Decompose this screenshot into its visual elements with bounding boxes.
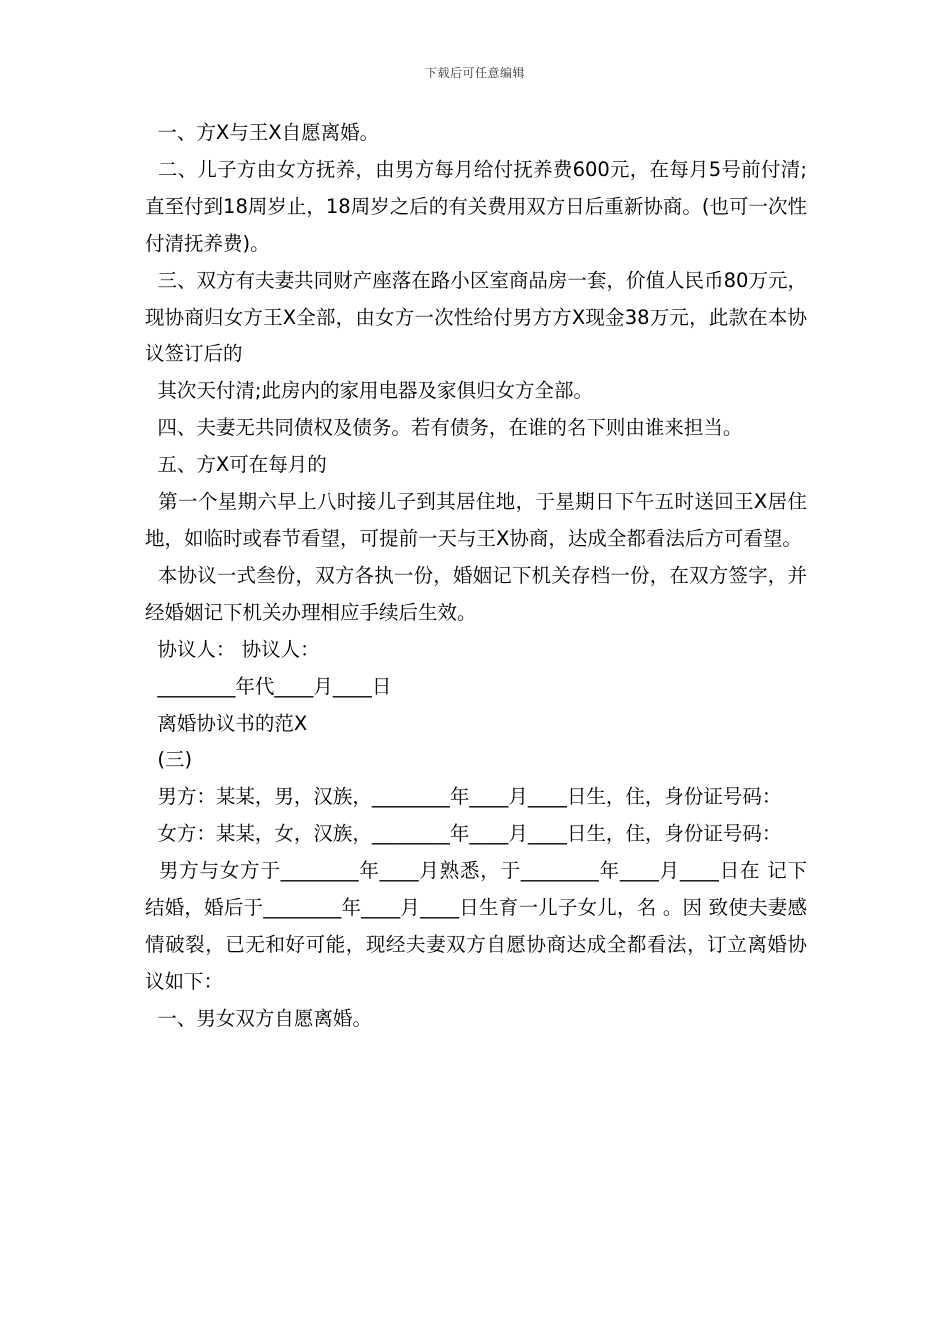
clause-5-visitation: 五、方X可在每月的 xyxy=(145,453,327,477)
copies-paragraph: 本协议一式叁份，双方各执一份，婚姻记下机关存档一份，在双方签字，并经婚姻记下机关办理相应手续后生效。 xyxy=(145,563,807,624)
clause-2-custody: 二、儿子方由女方抚养，由男方每月给付抚养费600元，在每月5号前付清;直至付到18周岁止，18周岁之后的有关费用双方日后重新协商。(也可一次性付清抚养费)。 xyxy=(145,157,807,255)
male-party-info: 男方：某某，男，汉族，________年____月____日生，住，身份证号码： xyxy=(145,785,782,809)
clause-4-debts: 四、夫妻无共同债权及债务。若有债务，在谁的名下则由谁来担当。 xyxy=(145,416,743,440)
clause-3-continued: 其次天付清;此房内的家用电器及家俱归女方全部。 xyxy=(145,379,593,403)
background-paragraph: 男方与女方于________年____月熟悉，于________年____月____日在 记下结婚，婚后于________年____月____日生育一儿子女儿，名 。因 致使夫妻感情破裂，已无和好可能，现经夫妻双方自愿协商达成全都看法，订立离婚协议如下： xyxy=(145,859,807,993)
clause-5-continued: 第一个星期六早上八时接儿子到其居住地，于星期日下午五时送回王X居住地，如临时或春节看望，可提前一天与王X协商，达成全都看法后方可看望。 xyxy=(145,490,807,550)
clause-3-property: 三、双方有夫妻共同财产座落在路小区室商品房一套，价值人民币80万元，现协商归女方王X全部，由女方一次性给付男方方X现金38万元，此款在本协议签订后的 xyxy=(145,268,807,366)
page-header: 下载后可任意编辑 xyxy=(424,66,525,80)
clause-1-mutual-divorce: 一、男女双方自愿离婚。 xyxy=(145,1006,372,1030)
date-line: ________年代____月____日 xyxy=(145,674,392,698)
document-body xyxy=(145,115,807,1038)
clause-1-divorce: 一、方X与王X自愿离婚。 xyxy=(145,121,380,144)
female-party-info: 女方：某某，女，汉族，________年____月____日生，住，身份证号码： xyxy=(145,822,782,846)
section-title: 离婚协议书的范X xyxy=(145,711,308,735)
signatories-line: 协议人： 协议人： xyxy=(145,637,320,661)
section-number: (三) xyxy=(145,748,193,772)
